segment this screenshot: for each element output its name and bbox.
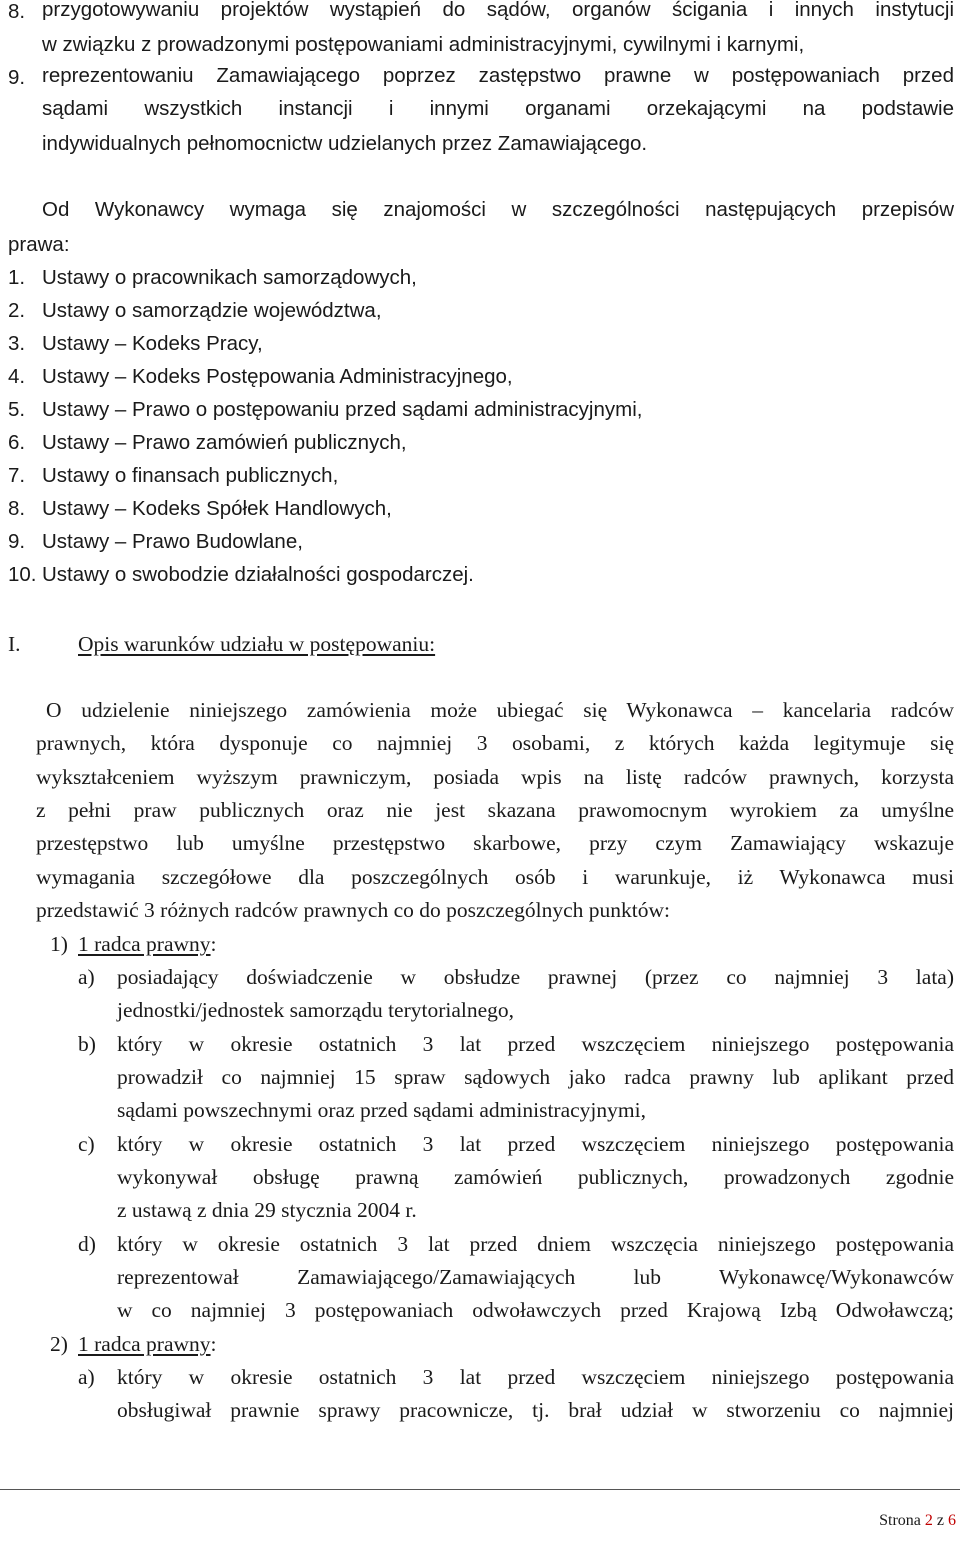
page-footer [879,1512,956,1530]
paragraph-line: wymagania szczegółowe dla poszczególnych osób i warunkuje, iż Wykonawca musi [36,865,954,889]
footer-divider [0,1489,960,1490]
law-number: 2. [8,299,26,322]
law-item: Ustawy o swobodzie działalności gospodarczej. [42,563,474,586]
paragraph-line: przestępstwo lub umyślne przestępstwo skarbowe, przy czym Zamawiający wskazuje [36,831,954,855]
law-item: Ustawy – Prawo Budowlane, [42,530,303,553]
law-item: Ustawy – Kodeks Postępowania Administracyjnego, [42,365,513,388]
item-line: reprezentował Zamawiającego/Zamawiających lub Wykonawcę/Wykonawców [117,1265,954,1289]
law-number: 8. [8,497,26,520]
list-number: 8. [8,0,26,23]
paragraph-line: prawnych, która dysponuje co najmniej 3 osobami, z których każda legitymuje się [36,731,954,755]
item-line: który w okresie ostatnich 3 lat przed wszczęciem niniejszego postępowania [117,1132,954,1156]
law-item: Ustawy – Prawo zamówień publicznych, [42,431,407,454]
page-label: Strona [879,1512,921,1529]
item-letter: a) [78,965,95,989]
requirement-number: 1) [50,932,68,956]
item-line: z ustawą z dnia 29 stycznia 2004 r. [117,1198,417,1222]
law-item: Ustawy o samorządzie województwa, [42,299,382,322]
paragraph-line: przedstawić 3 różnych radców prawnych co do poszczególnych punktów: [36,898,671,922]
requirement-title: 1 radca prawny: [78,932,217,956]
law-item: Ustawy – Kodeks Spółek Handlowych, [42,497,392,520]
item-line: który w okresie ostatnich 3 lat przed dniem wszczęcia niniejszego postępowania [117,1232,954,1256]
list-item-line: w związku z prowadzonymi postępowaniami administracyjnymi, cywilnymi i karnymi, [42,33,805,56]
item-line: wykonywał obsługę prawną zamówień publicznych, prowadzonych zgodnie [117,1165,954,1189]
list-number: 9. [8,66,26,89]
law-item: Ustawy – Kodeks Pracy, [42,332,263,355]
list-item-line: reprezentowaniu Zamawiającego poprzez zastępstwo prawne w postępowaniach przed [42,64,954,87]
list-item-line: indywidualnych pełnomocnictw udzielanych przez Zamawiającego. [42,132,648,155]
paragraph-line: wykształceniem wyższym prawniczym, posiada wpis na listę radców prawnych, korzysta [36,765,954,789]
law-item: Ustawy o finansach publicznych, [42,464,339,487]
item-letter: a) [78,1365,95,1389]
paragraph-line: O udzielenie niniejszego zamówienia może ubiegać się Wykonawca – kancelaria radców [46,698,954,722]
item-line: prowadził co najmniej 15 spraw sądowych jako radca prawny lub aplikant przed [117,1065,954,1089]
item-line: który w okresie ostatnich 3 lat przed wszczęciem niniejszego postępowania [117,1365,954,1389]
law-item: Ustawy – Prawo o postępowaniu przed sądami administracyjnymi, [42,398,643,421]
law-number: 9. [8,530,26,553]
paragraph-line: z pełni praw publicznych oraz nie jest skazana prawomocnym wyrokiem za umyślne [36,798,954,822]
item-line: sądami powszechnymi oraz przed sądami administracyjnymi, [117,1098,646,1122]
item-line: który w okresie ostatnich 3 lat przed wszczęciem niniejszego postępowania [117,1032,954,1056]
section-number: I. [8,632,21,656]
requirement-number: 2) [50,1332,68,1356]
law-number: 5. [8,398,26,421]
law-item: Ustawy o pracownikach samorządowych, [42,266,417,289]
requirement-title: 1 radca prawny: [78,1332,217,1356]
item-letter: b) [78,1032,96,1056]
law-number: 10. [8,563,37,586]
laws-intro-line: prawa: [8,233,70,256]
item-line: jednostki/jednostek samorządu terytorialnego, [117,998,515,1022]
law-number: 7. [8,464,26,487]
law-number: 1. [8,266,26,289]
item-letter: c) [78,1132,95,1156]
item-letter: d) [78,1232,96,1256]
item-line: posiadający doświadczenie w obsłudze prawnej (przez co najmniej 3 lata) [117,965,954,989]
page-of-label: z [936,1512,944,1529]
page-number: 2 [924,1512,933,1529]
law-number: 4. [8,365,26,388]
laws-intro-line: Od Wykonawcy wymaga się znajomości w szczególności następujących przepisów [42,198,954,221]
section-title: Opis warunków udziału w postępowaniu: [78,632,436,656]
law-number: 6. [8,431,26,454]
item-line: obsługiwał prawnie sprawy pracownicze, tj. brał udział w stworzeniu co najmniej [117,1398,954,1422]
list-item-line: sądami wszystkich instancji i innymi organami orzekającymi na podstawie [42,97,954,120]
item-line: w co najmniej 3 postępowaniach odwoławczych przed Krajową Izbą Odwoławczą; [117,1298,954,1322]
page-total: 6 [948,1512,956,1529]
list-item-line: przygotowywaniu projektów wystąpień do sądów, organów ścigania i innych instytucji [42,0,954,21]
law-number: 3. [8,332,26,355]
